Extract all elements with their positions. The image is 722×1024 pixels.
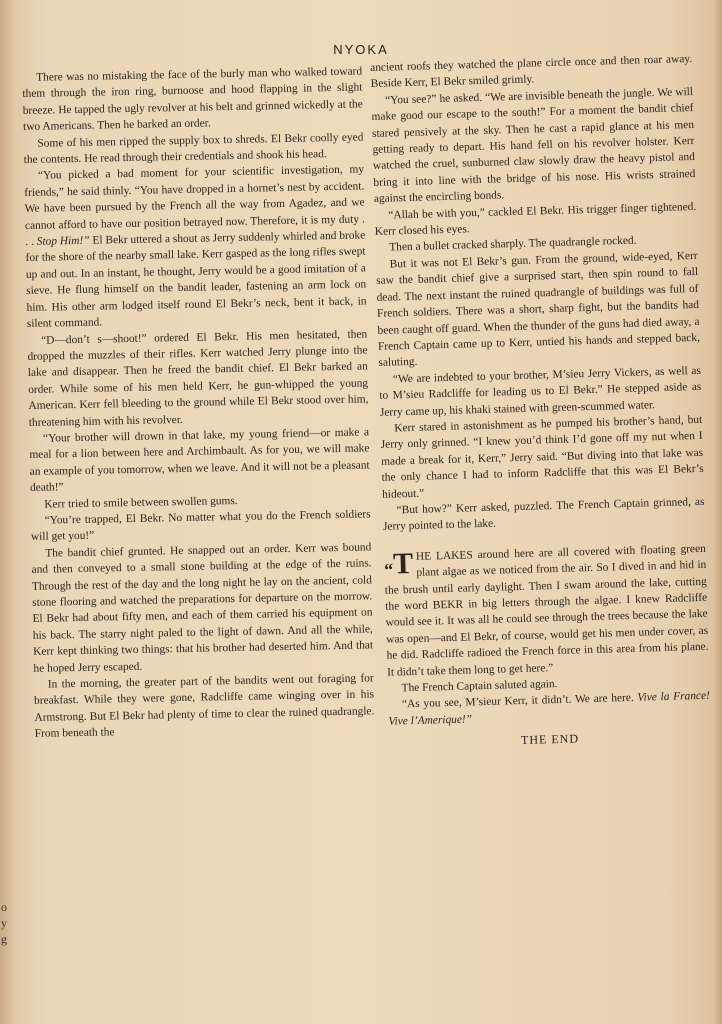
dropcap-letter: T [392, 546, 414, 581]
edge-fragment: o [1, 900, 7, 914]
paragraph: “We are indebted to your brother, M’sieu Jerry Vickers, as well as to M’sieu Radcliffe for leading us to El Bekr.” He stepped aside as Jerry came up, his khaki stained with green-scummed water. [379, 364, 702, 419]
dropcap [383, 546, 414, 581]
paragraph: “Allah be with you,” cackled El Bekr. His trigger finger tightened. Kerr closed his eyes. [374, 200, 697, 238]
italic-text: Stop Him!” [36, 234, 90, 248]
paragraph: Then a bullet cracked sharply. The quadrangle rocked. [389, 235, 637, 255]
paragraph [24, 162, 367, 333]
edge-fragment: y [1, 916, 7, 930]
paragraph: ancient roofs they watched the plane circle once and then roar away. Beside Kerr, El Bekr smiled grimly. [370, 53, 693, 91]
paragraph: “You see?” he asked. “We are invisible beneath the jungle. We will make good our escape to the south!” For a moment the bandit chief stared pensively at the sky. Then he cast a rapid glance at his men getting ready to depart. His hand fell on his revolver holster. Kerr watched the cruel, sunburned claw slowly draw the heavy pistol and bring it into line with the bridge of his nose. His wrists strained against the encircling bonds. [371, 85, 696, 206]
italic-text: Vive la France! Vive l’Amerique!” [388, 690, 711, 728]
paragraph-text: “You picked a bad moment for your scientific investigation, my friends,” he said thinly. “You have dropped in a hornet’s nest by accident. We have been pursued by the French all the way from Agadez, and we cannot afford to have our position betrayed now. Therefore, it is my duty . . . [24, 163, 366, 249]
paragraph: Kerr tried to smile between swollen gums. [44, 494, 238, 511]
dropcap-text: HE LAKES around here are all covered with floating green plant algae as we noticed from the air. So I dived in and hid in the brush until early daylight. Then I swam around the lake, cutting the word BEKR in big letters through the algae. I knew Radcliffe would see it. It was all he could see through the trees because the lake was open—and El Bekr, of course, would get his men under cover, as he did. Radcliffe radioed the French force in this area from his plane. It didn’t take them long to get here.” [384, 542, 709, 679]
paragraph: “Your brother will drown in that lake, my young friend—or make a meal for a lion between here and Archimbault. As for you, we will make an example of you tomorrow, when we leave. And it will not be a pleasant death!” [29, 426, 370, 495]
paragraph: “You’re trapped, El Bekr. No matter what you do the French soldiers will get you!” [30, 508, 371, 544]
paragraph: “D—don’t s—shoot!” ordered El Bekr. His men hesitated, then dropped the muzzles of their rifles. Kerr watched Jerry plunge into the lake and disappear. Then he freed the bandit chief. El Bekr barked an order. While some of his men held Kerr, he gun-whipped the young American. Kerr fell bleeding to the ground while El Bekr stood over him, threatening him with his revolver. [27, 327, 369, 429]
paragraph-text: “As you see, M’sieur Kerr, it didn’t. We are here. [401, 692, 634, 711]
left-column [22, 63, 379, 974]
paragraph: “But how?” Kerr asked, puzzled. The French Captain grinned, as Jerry pointed to the lake. [382, 495, 705, 534]
paragraph: Some of his men ripped the supply box to shreds. El Bekr coolly eyed the contents. He read through their credentials and shook his head. [23, 131, 364, 167]
page-header: NYOKA [333, 42, 389, 57]
edge-fragment: g [1, 932, 7, 946]
the-end-label: THE END [520, 731, 580, 748]
left-page-edge [0, 0, 14, 1024]
paragraph: But it was not El Bekr’s gun. From the ground, wide-eyed, Kerr saw the bandit chief give a surprised start, then spin round to fall dead. The next instant the ruined quadrangle of buildings was full of French soldiers. There was a short, sharp fight, but the bandits had been caught off guard. When the thunder of the guns had died away, a French Captain came up to Kerr, untied his hands and stepped back, saluting. [376, 249, 701, 370]
paragraph-text: El Bekr uttered a shout as Jerry suddenly whirled and broke for the shore of the nearby small lake. Kerr gasped as the long rifles swept up and out. In an instant, he thought, Jerry would be a good imitation of a sieve. He flung himself on the bandit leader, fastening an arm lock on him. His other arm lodged itself round El Bekr’s neck, bent it back, in silent command. [25, 229, 367, 331]
dropcap-quote: “ [383, 559, 394, 580]
paragraph: The French Captain saluted again. [401, 678, 558, 695]
paragraph: The bandit chief grunted. He snapped out an order. Kerr was bound and then conveyed to a small stone building at the edge of the ruins. Through the rest of the day and the long night he lay on the ancient, cold stone flooring and watched the preparations for departure on the morrow. El Bekr had about fifty men, and each of them carried his equipment on his back. The starry night paled to the light of dawn. And all the while, Kerr kept thinking two things: that his brother had deserted him. And that he hoped Jerry escaped. [31, 541, 374, 675]
paragraph: In the morning, the greater part of the bandits went out foraging for breakfast. While they were gone, Radcliffe came winging over in his Armstrong. But El Bekr had plenty of time to clear the ruined quadrangle. From beneath the [34, 672, 375, 741]
paragraph: There was no mistaking the face of the burly man who walked toward them through the iron ring, burnoose and hood flapping in the slight breeze. He tapped the ugly revolver at his belt and grinned wickedly at the two Americans. Then he barked an order. [22, 65, 363, 134]
paragraph: Kerr stared in astonishment as he pumped his brother’s hand, but Jerry only grinned. “I knew you’d think I’d gone off my nut when I made a break for it, Kerr,” Jerry said. “But diving into that lake was the only chance I had to inform Radcliffe that this was El Bekr’s hideout.” [380, 413, 704, 501]
right-column [370, 51, 717, 965]
dropcap-paragraph [384, 541, 710, 681]
